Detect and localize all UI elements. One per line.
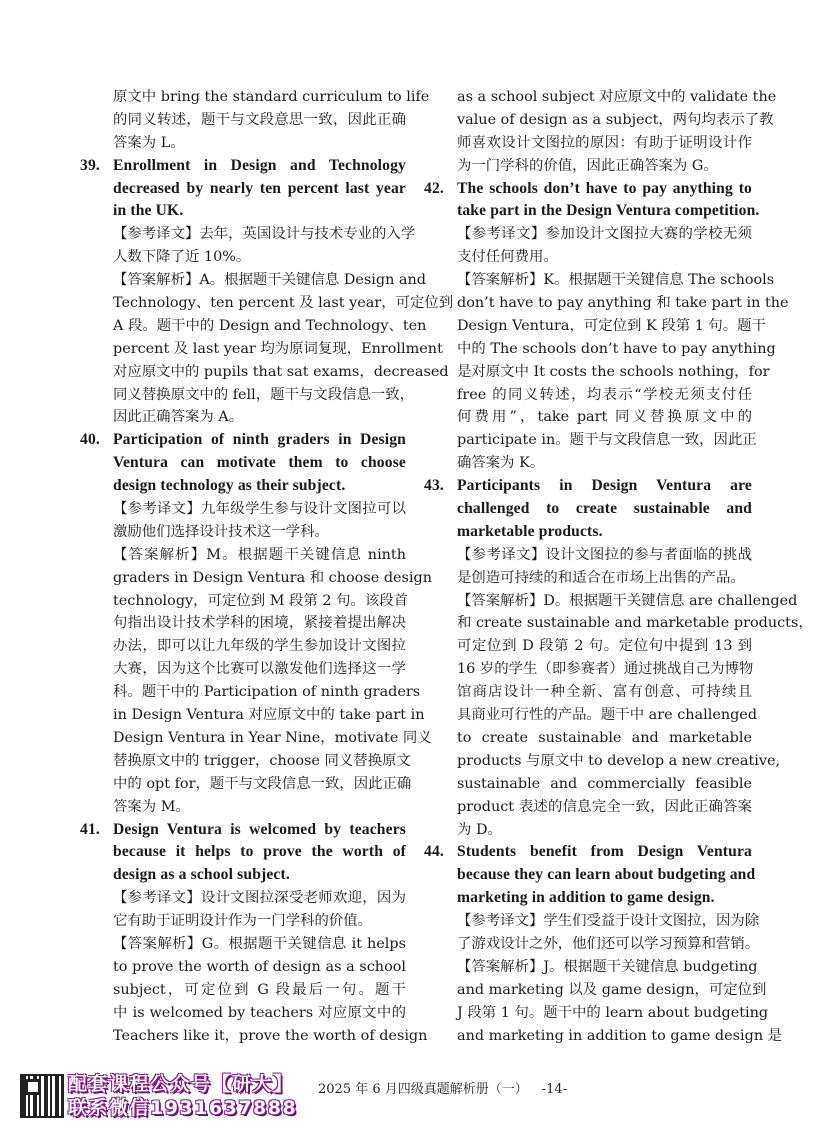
text-line: 师喜欢设计文图拉的原因：有助于证明设计作	[457, 134, 752, 151]
text-line: 大赛，因为这个比赛可以激发他们选择这一学	[113, 661, 406, 678]
text-line: 【答案解析】K。根据题干关键信息 The schools	[457, 272, 775, 289]
text-line: sustainable and commercially feasible	[457, 775, 752, 792]
text-line: participate in。题干与文段信息一致，因此正	[457, 432, 757, 449]
text-line: graders in Design Ventura 和 choose design	[113, 569, 433, 586]
promo-line-1: 配套课程公众号【研大】	[68, 1073, 294, 1095]
text-line: 16 岁的学生（即参赛者）通过挑战自己为博物	[457, 661, 754, 678]
text-line: 同义替换原文中的 fell，题干与文段信息一致，	[113, 386, 415, 403]
text-line: and marketing in addition to game design 是	[457, 1027, 783, 1044]
text-line: 中的 The schools don’t have to pay anything	[457, 340, 776, 357]
question-line	[80, 819, 406, 842]
text-line: product 表述的信息完全一致，因此正确答案	[457, 798, 752, 815]
text-line: 原文中 bring the standard curriculum to life	[113, 89, 430, 105]
question-line	[80, 429, 406, 452]
text-line: 和 create sustainable and marketable products，	[457, 615, 813, 632]
text-line: 的同义转述，题干与文段意思一致，因此正确	[113, 111, 406, 128]
question-number: 42.	[424, 179, 444, 197]
text-line: Design Ventura，可定位到 K 段第 1 句。题干	[457, 317, 766, 334]
text-line: and marketing 以及 game design，可定位到	[457, 981, 767, 998]
question-line	[80, 155, 406, 178]
question-number: 44.	[424, 843, 444, 861]
text-line: 【答案解析】M。根据题干关键信息 ninth	[113, 546, 406, 563]
question-number: 39.	[80, 156, 100, 174]
text-line: Design Ventura in Year Nine，motivate 同义	[113, 729, 432, 746]
text-line: technology，可定位到 M 段第 2 句。该段首	[113, 592, 409, 609]
text-line: don’t have to pay anything 和 take part in the	[457, 295, 789, 312]
text-line: percent 及 last year 均为原词复现，Enrollment	[113, 340, 443, 357]
text-line: 【参考译文】设计文图拉深受老师欢迎，因为	[113, 890, 406, 907]
text-line: to prove the worth of design as a school	[113, 958, 406, 975]
right-column	[424, 86, 813, 1047]
running-footer	[318, 1078, 567, 1097]
book-title: 2025 年 6 月四级真题解析册（一）	[318, 1082, 528, 1097]
question-line	[424, 178, 752, 201]
page-number: -14-	[541, 1082, 568, 1097]
text-line: 何费用”，take part 同义替换原文中的	[457, 409, 752, 426]
text-line: 答案为 L。	[113, 134, 185, 151]
question-line: take part in the Design Ventura competition.	[457, 202, 760, 220]
text-line: 【参考译文】九年级学生参与设计文图拉可以	[113, 501, 406, 518]
text-line: 具商业可行性的产品。题干中 are challenged	[457, 707, 758, 724]
text-line: 答案为 M。	[113, 798, 190, 815]
question-line: in the UK.	[113, 202, 184, 220]
question-line: Ventura can motivate them to choose	[113, 454, 406, 472]
text-line: 科。题干中的 Participation of ninth graders	[113, 684, 421, 701]
question-line: design as a school subject.	[113, 866, 290, 884]
text-line: 【答案解析】D。根据题干关键信息 are challenged	[457, 592, 798, 609]
question-text: The schools don’t have to pay anything to	[457, 179, 752, 197]
text-line: 可定位到 D 段第 2 句。定位句中提到 13 到	[457, 638, 752, 655]
text-line: 【参考译文】设计文图拉的参与者面临的挑战	[457, 546, 752, 563]
question-line: design technology as their subject.	[113, 477, 346, 495]
text-line: 确答案为 K。	[457, 455, 545, 472]
text-line: 【参考译文】学生们受益于设计文图拉，因为除	[457, 913, 760, 930]
text-line: 【参考译文】去年，英国设计与技术专业的入学	[113, 226, 416, 243]
question-text: Design Ventura is welcomed by teachers	[113, 820, 406, 838]
text-line: 对应原文中的 pupils that sat exams，decreased	[113, 363, 449, 380]
text-line: value of design as a subject，两句均表示了教	[457, 111, 774, 128]
question-text: Students benefit from Design Ventura	[457, 843, 752, 861]
text-line: 为 D。	[457, 821, 502, 838]
text-line: 【答案解析】J。根据题干关键信息 budgeting	[457, 958, 758, 975]
question-line	[424, 475, 752, 498]
question-line: because it helps to prove the worth of	[113, 843, 406, 861]
question-line: marketing in addition to game design.	[457, 889, 715, 907]
question-text: Participants in Design Ventura are	[457, 477, 752, 495]
text-line: Technology、ten percent 及 last year，可定位到	[113, 295, 454, 312]
question-number: 41.	[80, 820, 100, 838]
text-line: products 与原文中 to develop a new creative,	[457, 752, 781, 769]
qr-code-icon	[20, 1074, 64, 1118]
text-line: J 段第 1 句。题干中的 learn about budgeting	[457, 1004, 769, 1021]
text-line: in Design Ventura 对应原文中的 take part in	[113, 707, 425, 724]
promo-line-2: 联系微信1931637888	[68, 1097, 298, 1119]
text-line: 【答案解析】G。根据题干关键信息 it helps	[113, 935, 406, 952]
watermark-promo	[68, 1072, 297, 1120]
question-text: Participation of ninth graders in Design	[113, 431, 406, 449]
text-line: as a school subject 对应原文中的 validate the	[457, 89, 777, 105]
text-line: free 的同义转述，均表示“学校无须支付任	[457, 386, 752, 403]
text-line: 句指出设计技术学科的困境，紧接着提出解决	[113, 615, 406, 632]
text-line: A 段。题干中的 Design and Technology、ten	[113, 317, 427, 334]
text-line: Teachers like it，prove the worth of design	[113, 1027, 428, 1044]
text-line: 是创造可持续的和适合在市场上出售的产品。	[457, 569, 745, 586]
text-line: 是对原文中 It costs the schools nothing，for	[457, 363, 770, 380]
text-line: 中的 opt for，题干与文段信息一致，因此正确	[113, 775, 412, 792]
question-text: Enrollment in Design and Technology	[113, 156, 406, 174]
text-line: to create sustainable and marketable	[457, 729, 752, 746]
text-line: 办法，即可以让九年级的学生参加设计文图拉	[113, 638, 406, 655]
text-line: subject，可定位到 G 段最后一句。题干	[113, 981, 406, 998]
question-line: because they can learn about budgeting and	[457, 866, 756, 884]
question-line: challenged to create sustainable and	[457, 500, 752, 518]
text-line: 了游戏设计之外，他们还可以学习预算和营销。	[457, 935, 760, 952]
text-line: 【答案解析】A。根据题干关键信息 Design and	[113, 272, 426, 289]
text-line: 为一门学科的价值，因此正确答案为 G。	[457, 157, 718, 174]
text-line: 替换原文中的 trigger，choose 同义替换原文	[113, 752, 411, 769]
text-line: 因此正确答案为 A。	[113, 409, 244, 426]
text-line: 它有助于证明设计作为一门学科的价值。	[113, 913, 373, 930]
question-number: 40.	[80, 431, 100, 449]
question-line	[424, 841, 752, 864]
question-line: decreased by nearly ten percent last year	[113, 179, 406, 197]
question-number: 43.	[424, 477, 444, 495]
text-line: 支付任何费用。	[457, 249, 558, 266]
question-line: marketable products.	[457, 522, 603, 540]
text-line: 人数下降了近 10%。	[113, 249, 251, 266]
text-line: 激励他们选择设计技术这一学科。	[113, 523, 329, 540]
text-line: 中 is welcomed by teachers 对应原文中的	[113, 1004, 406, 1021]
text-line: 馆商店设计一种全新、富有创意、可持续且	[457, 684, 752, 701]
text-line: 【参考译文】参加设计文图拉大赛的学校无须	[457, 226, 752, 243]
page-footer	[0, 1072, 800, 1122]
